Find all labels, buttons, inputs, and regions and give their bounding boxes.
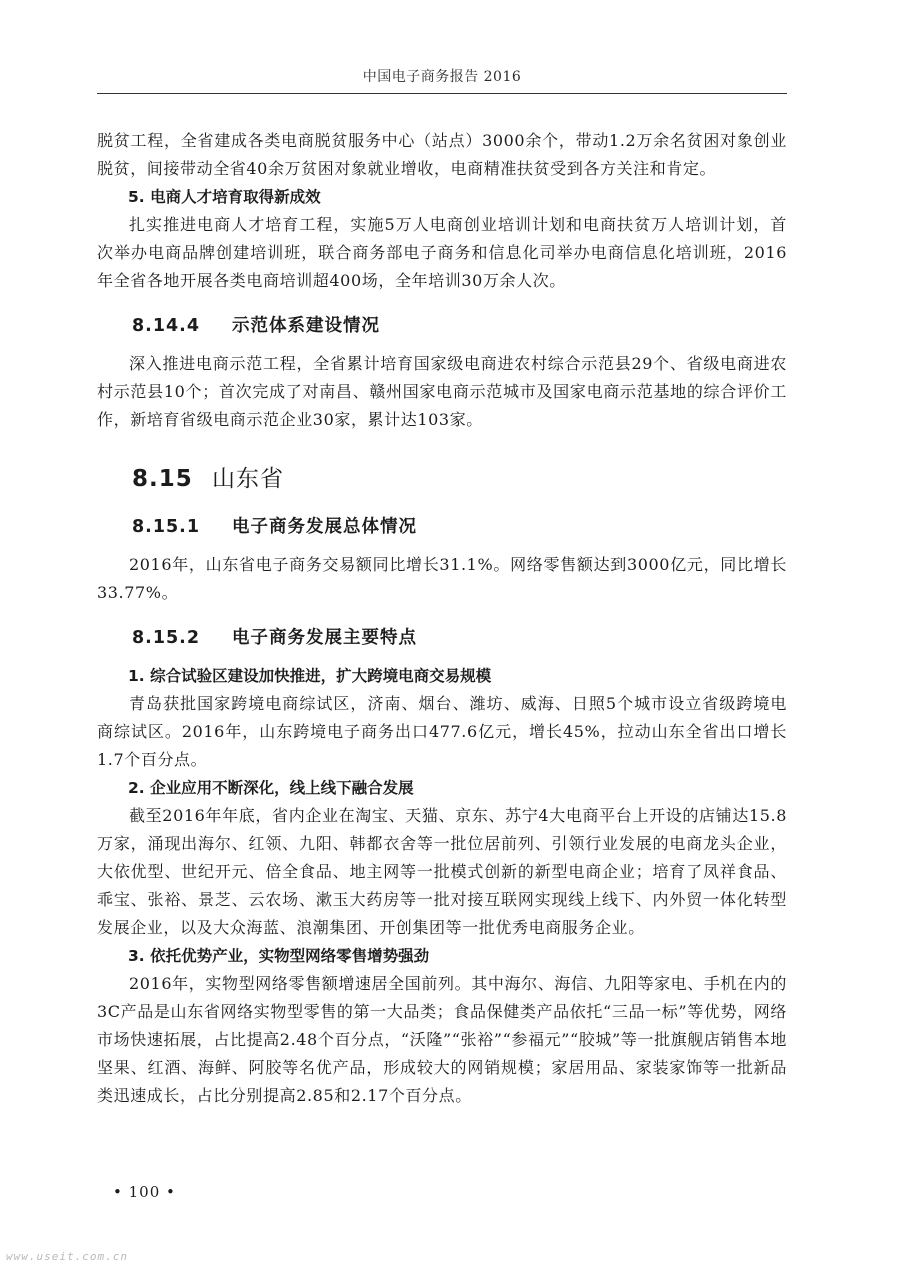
section-title: 示范体系建设情况 — [232, 316, 380, 336]
subsection-heading: 3. 依托优势产业，实物型网络零售增势强劲 — [128, 947, 430, 965]
paragraph: 深入推进电商示范工程，全省累计培育国家级电商进农村综合示范县29个、省级电商进农村示范县10个；首次完成了对南昌、赣州国家电商示范城市及国家电商示范基地的综合评价工作，新培育省级电商示范企业30家，累计达103家。 — [97, 354, 787, 429]
subsection-heading: 2. 企业应用不断深化，线上线下融合发展 — [128, 779, 414, 797]
paragraph: 脱贫工程，全省建成各类电商脱贫服务中心（站点）3000余个，带动1.2万余名贫困对象创业脱贫，间接带动全省40余万贫困对象就业增收，电商精准扶贫受到各方关注和肯定。 — [97, 131, 787, 178]
watermark: www.useit.com.cn — [6, 1250, 128, 1263]
paragraph: 2016年，山东省电子商务交易额同比增长31.1%。网络零售额达到3000亿元，同比增长33.77%。 — [97, 555, 787, 602]
running-header: 中国电子商务报告 2016 — [362, 69, 522, 85]
subsection-title — [97, 623, 787, 653]
paragraph: 青岛获批国家跨境电商综试区，济南、烟台、潍坊、威海、日照5个城市设立省级跨境电商综试区。2016年，山东跨境电子商务出口477.6亿元，增长45%，拉动山东全省出口增长1.7个百分点。 — [97, 694, 787, 769]
paragraph: 扎实推进电商人才培育工程，实施5万人电商创业培训计划和电商扶贫万人培训计划，首次举办电商品牌创建培训班，联合商务部电子商务和信息化司举办电商信息化培训班，2016年全省各地开展各类电商培训超400场，全年培训30万余人次。 — [97, 215, 787, 290]
subsection-title — [97, 512, 787, 542]
header-rule — [97, 93, 787, 94]
paragraph: 2016年，实物型网络零售额增速居全国前列。其中海尔、海信、九阳等家电、手机在内的3C产品是山东省网络实物型零售的第一大品类；食品保健类产品依托“三品一标”等优势，网络市场快速拓展，占比提高2.48个百分点，“沃隆”“张裕”“参福元”“胶城”等一批旗舰店销售本地坚果、红酒、海鲜、阿胶等名优产品，形成较大的网销规模；家居用品、家装家饰等一批新品类迅速成长，占比分别提高2.85和2.17个百分点。 — [97, 974, 787, 1105]
section-number: 8.15.1 — [132, 517, 201, 537]
section-title: 电子商务发展总体情况 — [232, 517, 417, 537]
paragraph: 截至2016年年底，省内企业在淘宝、天猫、京东、苏宁4大电商平台上开设的店铺达15.8万家，涌现出海尔、红领、九阳、韩都衣舍等一批位居前列、引领行业发展的电商龙头企业，大依优型、世纪开元、倍全食品、地主网等一批模式创新的新型电商企业；培育了凤祥食品、乖宝、张裕、景芝、云农场、漱玉大药房等一批对接互联网实现线上线下、内外贸一体化转型发展企业，以及大众海蓝、浪潮集团、开创集团等一批优秀电商服务企业。 — [97, 806, 787, 937]
page-number: • 100 • — [113, 1183, 176, 1201]
section-number: 8.14.4 — [132, 316, 201, 336]
page-body — [97, 127, 787, 1110]
subsection-heading: 5. 电商人才培育取得新成效 — [128, 188, 321, 206]
subsection-title — [97, 311, 787, 341]
section-title: 山东省 — [212, 466, 284, 492]
section-number: 8.15 — [132, 466, 193, 492]
section-title: 电子商务发展主要特点 — [232, 628, 417, 648]
section-heading — [97, 462, 787, 496]
section-number: 8.15.2 — [132, 628, 201, 648]
subsection-heading: 1. 综合试验区建设加快推进，扩大跨境电商交易规模 — [128, 667, 492, 685]
